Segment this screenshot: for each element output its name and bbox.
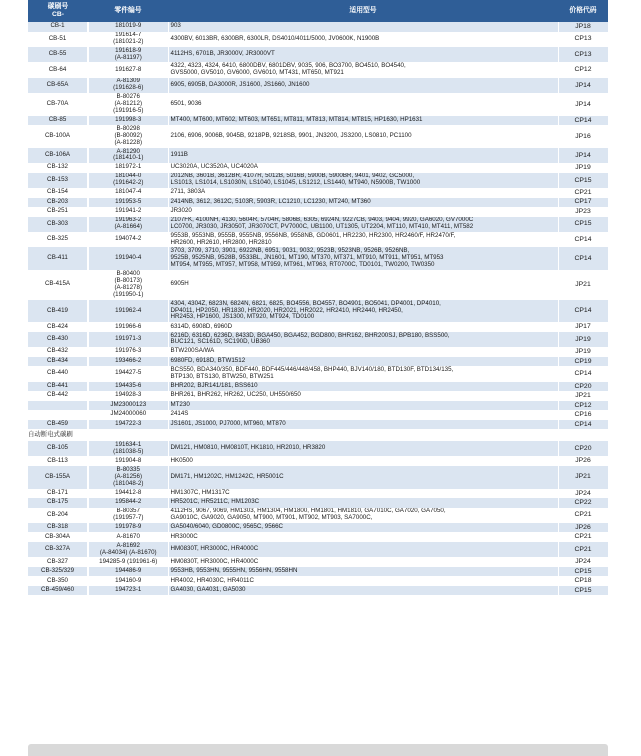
brush-number-cell: CB-203 [28,198,88,208]
brush-number-cell: CB-327 [28,557,88,567]
price-code-cell: CP14 [558,116,608,126]
applicable-model-cell: 6980FD, 6918D, BTW1512 [168,357,558,367]
part-number-cell: A-81670 [88,532,168,542]
table-row [28,347,608,357]
brush-number-cell: CB-327A [28,542,88,557]
part-number-cell: 191971-3 [88,332,168,347]
applicable-model-cell: HR4002, HR4030C, HR4011C [168,576,558,586]
table-row [28,116,608,126]
price-code-cell: CP16 [558,410,608,420]
brush-number-cell: CB-155A [28,466,88,489]
price-code-cell: CP15 [558,173,608,188]
table-row [28,47,608,62]
part-number-cell: 194074-2 [88,232,168,247]
part-number-cell: B-80357 (191957-7) [88,508,168,523]
brush-number-cell: CB-51 [28,32,88,47]
table-row [28,217,608,232]
section-title-auto-stop: 自动断电式碳刷 [28,429,608,441]
part-number-cell: 191941-2 [88,207,168,217]
part-number-cell: 194435-6 [88,382,168,392]
applicable-model-cell: 4112HS, 9067, 9069, HM1303, HM1304, HM1800, HM1801, HM1810, GA7010C, GA7020, GA7050, GA9010C, GA9020, GA9050, MT900, MT901, MT902, MT903, SA7000C, [168,508,558,523]
price-code-cell: CP15 [558,217,608,232]
price-code-cell: JP14 [558,93,608,116]
table-row [28,382,608,392]
price-code-cell: JP26 [558,523,608,533]
brush-number-cell: CB-65A [28,78,88,93]
table-row [28,322,608,332]
price-code-cell: JP19 [558,163,608,173]
table-row [28,270,608,300]
table-row [28,332,608,347]
part-number-cell: 191978-9 [88,523,168,533]
applicable-model-cell: MT400, MT600, MT602, MT603, MT651, MT811, MT813, MT814, MT815, HP1630, HP1631 [168,116,558,126]
applicable-model-cell: 6216D, 6316D, 6236D, 8433D, BGA450, BGA452, BGD800, BHR162, BHR200SJ, BPB180, BSS500, BUC121, SC161D, SC190D, UB360 [168,332,558,347]
applicable-model-cell: 4304, 4304Z, 6823N, 6824N, 6821, 6825, BO4556, BO4557, BO4901, BO5041, DP4001, DP4010, DP4011, HP2050, HR1830, HR2020, HR2021, HR2022, HR2410, HR2440, HR2450, HR2453, HP1600, JS1300, MT920, MT924, TD0100 [168,300,558,323]
brush-number-cell: CB-350 [28,576,88,586]
applicable-model-cell: 6905H [168,270,558,300]
applicable-model-cell: 2414NB, 3612, 3612C, 5103R, 5903R, LC1210, LC1230, MT240, MT360 [168,198,558,208]
table-row [28,410,608,420]
part-number-cell: 191976-3 [88,347,168,357]
table-row [28,125,608,148]
price-code-cell: JP19 [558,332,608,347]
price-code-cell: CP13 [558,47,608,62]
table-body-standard [28,22,608,429]
applicable-model-cell: 9553B, 9553NB, 9555B, 9555NB, 9556NB, 9558NB, GD0601, HR2230, HR2300, HR2460/F, HR2470/F, HR2600, HR2610, HR2800, HR2810 [168,232,558,247]
part-number-cell: 191627-8 [88,62,168,77]
applicable-model-cell: HR3000C [168,532,558,542]
part-number-cell: 194486-9 [88,567,168,577]
applicable-model-cell: 4112HS, 6701B, JR3000V, JR3000VT [168,47,558,62]
part-number-cell: 195844-2 [88,498,168,508]
part-number-cell: 194285-9 (191961-6) [88,557,168,567]
part-number-cell: 194412-8 [88,489,168,499]
brush-number-cell: CB-442 [28,391,88,401]
price-code-cell: JP26 [558,456,608,466]
brush-number-cell: CB-85 [28,116,88,126]
table-row [28,300,608,323]
price-code-cell: CP20 [558,441,608,456]
part-number-cell: 191963-2 (A-81664) [88,217,168,232]
applicable-model-cell: DM171, HM1202C, HM1242C, HR5001C [168,466,558,489]
table-row [28,357,608,367]
price-code-cell: JP24 [558,489,608,499]
brush-number-cell: CB-64 [28,62,88,77]
part-number-cell: 181972-1 [88,163,168,173]
applicable-model-cell: JR3020 [168,207,558,217]
brush-number-cell: CB-304A [28,532,88,542]
brush-number-cell: CB-55 [28,47,88,62]
price-code-cell: JP18 [558,22,608,32]
table-row [28,78,608,93]
applicable-model-cell: HK0500 [168,456,558,466]
footer-banner [28,744,608,756]
table-body-auto-stop [28,441,608,595]
table-row [28,420,608,430]
brush-number-cell [28,401,88,411]
price-code-cell: CP21 [558,188,608,198]
brush-number-cell: CB-459 [28,420,88,430]
footer-banner-text [278,747,281,756]
part-number-cell: B-80298 (B-80092) (A-81228) [88,125,168,148]
header-price-code: 价格代码 [558,0,608,22]
price-code-cell: JP19 [558,347,608,357]
price-code-cell: CP14 [558,366,608,381]
applicable-model-cell: JS1601, JS1000, PJ7000, MT960, MT870 [168,420,558,430]
brush-number-cell: CB-303 [28,217,88,232]
brush-number-cell: CB-204 [28,508,88,523]
table-row [28,163,608,173]
section-divider [28,429,608,441]
brush-number-cell: CB-434 [28,357,88,367]
applicable-model-cell: HM1307C, HM1317C [168,489,558,499]
brush-number-cell: CB-106A [28,148,88,163]
brush-number-cell: CB-441 [28,382,88,392]
applicable-model-cell: 2106, 6906, 9006B, 9045B, 9218PB, 9218SB, 9901, JN3200, JS3200, LS0810, PC1100 [168,125,558,148]
brush-number-cell: CB-132 [28,163,88,173]
price-code-cell: CP18 [558,576,608,586]
part-number-cell: 191904-8 [88,456,168,466]
table-row [28,391,608,401]
applicable-model-cell: HR5201C, HR5211C, HM1203C [168,498,558,508]
price-code-cell: CP21 [558,542,608,557]
table-row [28,586,608,596]
applicable-model-cell: 6314D, 6908D, 6960D [168,322,558,332]
table-row [28,466,608,489]
brush-number-cell: CB-459/460 [28,586,88,596]
brush-number-cell: CB-415A [28,270,88,300]
applicable-model-cell: HM0830T, HR3000C, HR4000C [168,542,558,557]
table-row [28,32,608,47]
part-number-cell: 191998-3 [88,116,168,126]
applicable-model-cell: 2012NB, 3601B, 3612BR, 4107R, 5012B, 5016B, 5900B, 5900BR, 9401, 9402, GC5000, LS1013, LS1014, LS1030N, LS1040, LS1045, LS1212, LS1440, MT940, N5900B, TW1000 [168,173,558,188]
brush-number-cell: CB-113 [28,456,88,466]
brush-number-cell: CB-318 [28,523,88,533]
price-code-cell: CP12 [558,62,608,77]
part-number-cell: 194723-1 [88,586,168,596]
applicable-model-cell: 903 [168,22,558,32]
part-number-cell: 194160-9 [88,576,168,586]
part-number-cell: 181047-4 [88,188,168,198]
applicable-model-cell: 6501, 9036 [168,93,558,116]
part-number-cell: A-81290 (181410-1) [88,148,168,163]
part-number-cell: JM24000060 [88,410,168,420]
part-number-cell: 191953-5 [88,198,168,208]
brush-number-cell: CB-175 [28,498,88,508]
part-number-cell: 194722-3 [88,420,168,430]
price-code-cell: CP20 [558,382,608,392]
table-row [28,523,608,533]
table-row [28,532,608,542]
table-row [28,366,608,381]
applicable-model-cell: 2414S [168,410,558,420]
price-code-cell: CP13 [558,32,608,47]
part-number-cell: A-81692 (A-84034) (A-81670) [88,542,168,557]
part-number-cell: 191614-7 (181021-2) [88,32,168,47]
brush-number-cell: CB-154 [28,188,88,198]
brush-number-cell: CB-419 [28,300,88,323]
brush-number-cell: CB-105 [28,441,88,456]
price-code-cell: CP12 [558,401,608,411]
part-number-cell: A-81309 (191628-6) [88,78,168,93]
part-number-cell: B-80400 (B-80173) (A-81278) (191950-1) [88,270,168,300]
applicable-model-cell: GA5040/6040, GD0800C, 9565C, 9566C [168,523,558,533]
price-code-cell: CP14 [558,420,608,430]
price-code-cell: CP19 [558,357,608,367]
table-row [28,148,608,163]
price-code-cell: CP14 [558,247,608,270]
table-row [28,441,608,456]
table-row [28,247,608,270]
applicable-model-cell: DM121, HM0810, HM0810T, HK1810, HR2010, HR3820 [168,441,558,456]
price-code-cell: JP21 [558,391,608,401]
applicable-model-cell: 4322, 4323, 4324, 6410, 6800DBV, 6801DBV, 9035, 906, BO3700, BO4510, BO4540, GVS5000, GV5010, GV6000, GV6010, MT431, MT650, MT921 [168,62,558,77]
brush-number-cell: CB-430 [28,332,88,347]
price-code-cell: CP21 [558,532,608,542]
part-number-cell: 181044-0 (191642-2) [88,173,168,188]
table-row [28,542,608,557]
applicable-model-cell: HM0830T, HR3000C, HR4000C [168,557,558,567]
table-row [28,62,608,77]
price-code-cell: CP15 [558,586,608,596]
brush-number-cell: CB-1 [28,22,88,32]
part-number-cell: 191634-1 (181038-5) [88,441,168,456]
price-code-cell: JP17 [558,322,608,332]
brush-number-cell: CB-171 [28,489,88,499]
applicable-model-cell: 4300BV, 6013BR, 6300BR, 6300LR, DS4010/4011/5000, JV0600K, N1900B [168,32,558,47]
price-code-cell: JP16 [558,125,608,148]
price-code-cell: CP14 [558,300,608,323]
table-row [28,22,608,32]
part-number-cell: 194427-5 [88,366,168,381]
price-code-cell: JP21 [558,466,608,489]
part-number-cell: B-80335 (A-81256) (181048-2) [88,466,168,489]
table-row [28,207,608,217]
brush-number-cell: CB-70A [28,93,88,116]
table-row [28,93,608,116]
header-applicable-model: 适用型号 [168,0,558,22]
table-row [28,456,608,466]
table-row [28,576,608,586]
brush-number-cell: CB-432 [28,347,88,357]
table-row [28,557,608,567]
brush-number-cell: CB-251 [28,207,88,217]
applicable-model-cell: 2711, 3803A [168,188,558,198]
brush-number-cell: CB-411 [28,247,88,270]
table-row [28,188,608,198]
applicable-model-cell: 2107FK, 4100NH, 4130, 5604R, 5704R, 5806B, 6305, 6924N, 9227CB, 9403, 9404, 9920, GA6020, GV7000C LC0700, JR3030, JR3050T, JR3070CT, PV7000C, UB1100, UT1305, UT2204, MT110, MT410, MT411, MT582 [168,217,558,232]
header-part-number: 零件编号 [88,0,168,22]
brush-number-cell: CB-153 [28,173,88,188]
applicable-model-cell: UC3020A, UC3520A, UC4020A [168,163,558,173]
table-row [28,567,608,577]
price-code-cell: JP14 [558,148,608,163]
brush-number-cell [28,410,88,420]
applicable-model-cell: BHR261, BHR262, HR262, UC250, UH550/650 [168,391,558,401]
part-number-cell: 194928-3 [88,391,168,401]
applicable-model-cell: GA4030, GA4031, GA5030 [168,586,558,596]
table-row [28,173,608,188]
carbon-brush-table [28,0,609,595]
price-code-cell: JP24 [558,557,608,567]
part-number-cell: B-80276 (A-81212) (191916-5) [88,93,168,116]
part-number-cell: 191618-9 (A-81197) [88,47,168,62]
part-number-cell: 181019-9 [88,22,168,32]
applicable-model-cell: 3703, 3709, 3710, 3901, 6922NB, 6951, 9031, 9032, 9523B, 9523NB, 9526B, 9526NB, 9525B, 9525NB, 9528B, 9533BL, JN1601, MT190, MT370, MT371, MT910, MT911, MT951, MT953 MT954, MT955, MT957, MT958, MT959, MT961, MT963, RT0700C, TD0101, TW0200, TW0350 [168,247,558,270]
price-code-cell: CP14 [558,232,608,247]
part-number-cell: 191940-4 [88,247,168,270]
applicable-model-cell: BTW200SA/WA [168,347,558,357]
price-code-cell: CP15 [558,567,608,577]
price-code-cell: JP23 [558,207,608,217]
part-number-cell: 191966-6 [88,322,168,332]
table-header [28,0,608,22]
price-code-cell: JP14 [558,78,608,93]
brush-number-cell: CB-325/329 [28,567,88,577]
applicable-model-cell: 1911B [168,148,558,163]
applicable-model-cell: BHR202, BJR141/181, BSS610 [168,382,558,392]
applicable-model-cell: 9553HB, 9553HN, 9555HN, 9556HN, 9558HN [168,567,558,577]
price-code-cell: CP17 [558,198,608,208]
table-row [28,498,608,508]
applicable-model-cell: BCS550, BDA340/350, BDF440, BDF445/446/448/458, BHP440, BJV140/180, BTD130F, BTD134/135, BTP130, BTS130, BTW250, BTW251 [168,366,558,381]
price-code-cell: CP22 [558,498,608,508]
brush-number-cell: CB-440 [28,366,88,381]
table-row [28,198,608,208]
part-number-cell: 193466-2 [88,357,168,367]
part-number-cell: 191962-4 [88,300,168,323]
price-code-cell: JP21 [558,270,608,300]
brush-number-cell: CB-100A [28,125,88,148]
header-brush-number: 碳刷号 CB- [28,0,88,22]
table-row [28,401,608,411]
table-row [28,489,608,499]
table-row [28,508,608,523]
applicable-model-cell: MT230 [168,401,558,411]
applicable-model-cell: 6905, 6905B, DA3000R, JS1600, JS1660, JN1600 [168,78,558,93]
price-code-cell: CP21 [558,508,608,523]
table-row [28,232,608,247]
brush-number-cell: CB-424 [28,322,88,332]
brush-number-cell: CB-325 [28,232,88,247]
part-number-cell: JM23000123 [88,401,168,411]
